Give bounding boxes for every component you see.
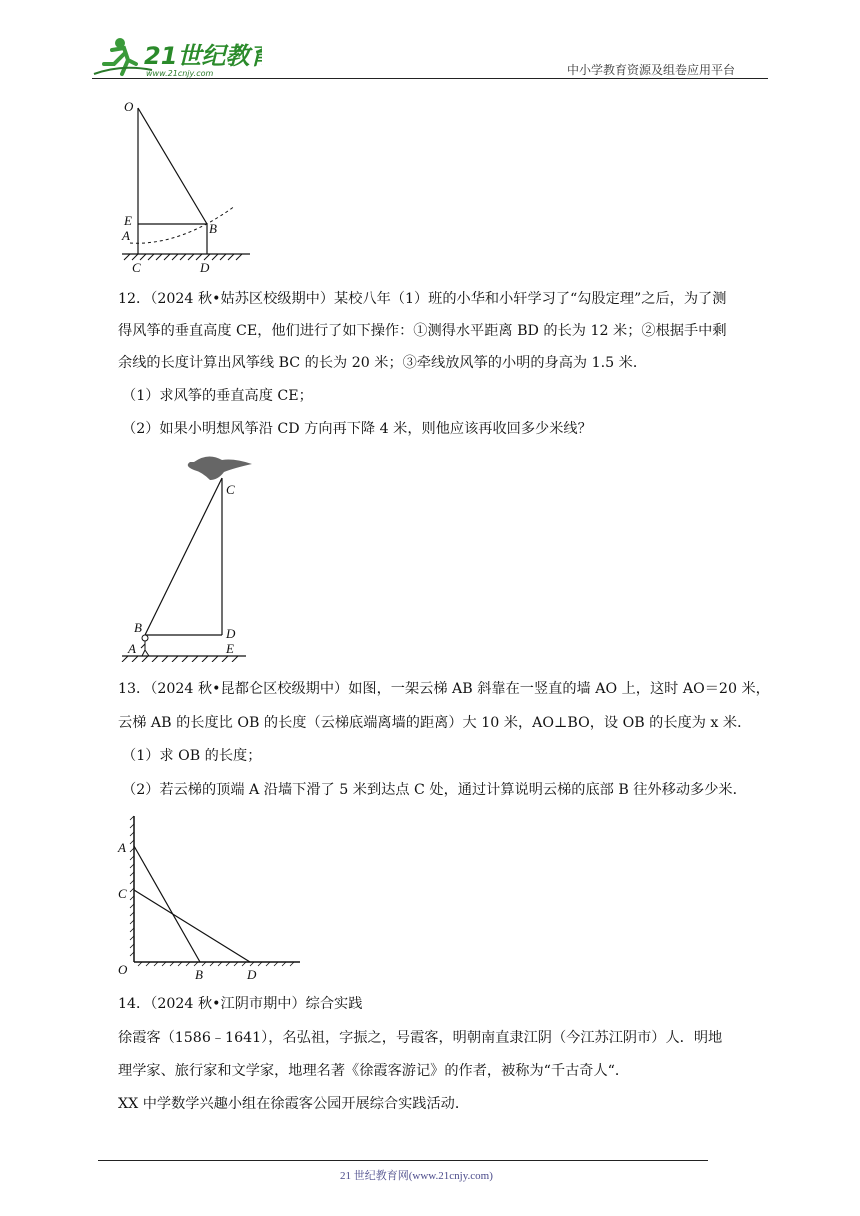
q13-sub2: （2）若云梯的顶端 A 沿墙下滑了 5 米到达点 C 处，通过计算说明云梯的底部 B 往外移动多少米． — [122, 782, 747, 798]
figure-ladder — [110, 812, 310, 982]
fig1-label-C: C — [132, 260, 141, 275]
logo-text: 21世纪教育 — [144, 42, 262, 70]
fig1-label-E: E — [124, 213, 132, 228]
bird-icon — [188, 456, 252, 480]
footer-text: 21 世纪教育网(www.21cnjy.com) — [340, 1170, 493, 1182]
fig2-label-E: E — [226, 641, 234, 656]
fig2-label-C: C — [226, 482, 235, 497]
fig1-label-O: O — [124, 99, 134, 114]
q12-sub2: （2）如果小明想风筝沿 CD 方向再下降 4 米，则他应该再收回多少米线？ — [122, 421, 592, 437]
footer-rule — [98, 1160, 708, 1161]
q14-line1: 14．（2024 秋•江阴市期中）综合实践 — [118, 996, 363, 1012]
q14-line3: 理学家、旅行家和文学家，地理名著《徐霞客游记》的作者，被称为“千古奇人“． — [118, 1063, 630, 1079]
q13-line2: 云梯 AB 的长度比 OB 的长度（云梯底端离墙的距离）大 10 米，AO⊥BO，设 OB 的长度为 x 米． — [118, 715, 752, 731]
fig2-label-D: D — [226, 626, 236, 641]
fig3-label-D: D — [247, 967, 257, 982]
header-rule — [92, 78, 768, 79]
q12-line3: 余线的长度计算出风筝线 BC 的长为 20 米；③牵线放风筝的小明的身高为 1.5 米． — [118, 355, 648, 371]
q14-line4: XX 中学数学兴趣小组在徐霞客公园开展综合实践活动． — [118, 1096, 470, 1112]
q14-line2: 徐霞客（1586﹣1641），名弘祖，字振之，号霞客，明朝南直隶江阴（今江苏江阴市）人．明地 — [118, 1030, 723, 1046]
logo-icon — [92, 34, 262, 78]
fig1-label-B: B — [209, 221, 217, 236]
fig3-label-C: C — [118, 886, 127, 901]
q13-sub1: （1）求 OB 的长度； — [122, 748, 262, 764]
figure-kite-1 — [110, 96, 260, 276]
figure-kite-2 — [114, 450, 254, 662]
q12-line1: 12．（2024 秋•姑苏区校级期中）某校八年（1）班的小华和小轩学习了“勾股定理”之后，为了测 — [118, 291, 727, 307]
fig3-label-A: A — [118, 840, 126, 855]
fig1-label-D: D — [200, 260, 210, 275]
logo-url: www.21cnjy.com — [146, 69, 214, 78]
fig2-label-A: A — [128, 641, 136, 656]
q13-line1: 13．（2024 秋•昆都仑区校级期中）如图，一架云梯 AB 斜靠在一竖直的墙 AO 上，这时 AO＝20 米， — [118, 681, 770, 697]
fig1-label-A: A — [122, 228, 130, 243]
header-right-text: 中小学教育资源及组卷应用平台 — [567, 63, 736, 77]
fig2-label-B: B — [134, 620, 142, 635]
fig3-label-B: B — [195, 967, 203, 982]
header-logo — [92, 34, 262, 78]
fig3-label-O: O — [118, 962, 128, 977]
q12-sub1: （1）求风筝的垂直高度 CE； — [122, 388, 313, 404]
q12-line2: 得风筝的垂直高度 CE，他们进行了如下操作：①测得水平距离 BD 的长为 12 米；②根据手中剩 — [118, 323, 727, 339]
